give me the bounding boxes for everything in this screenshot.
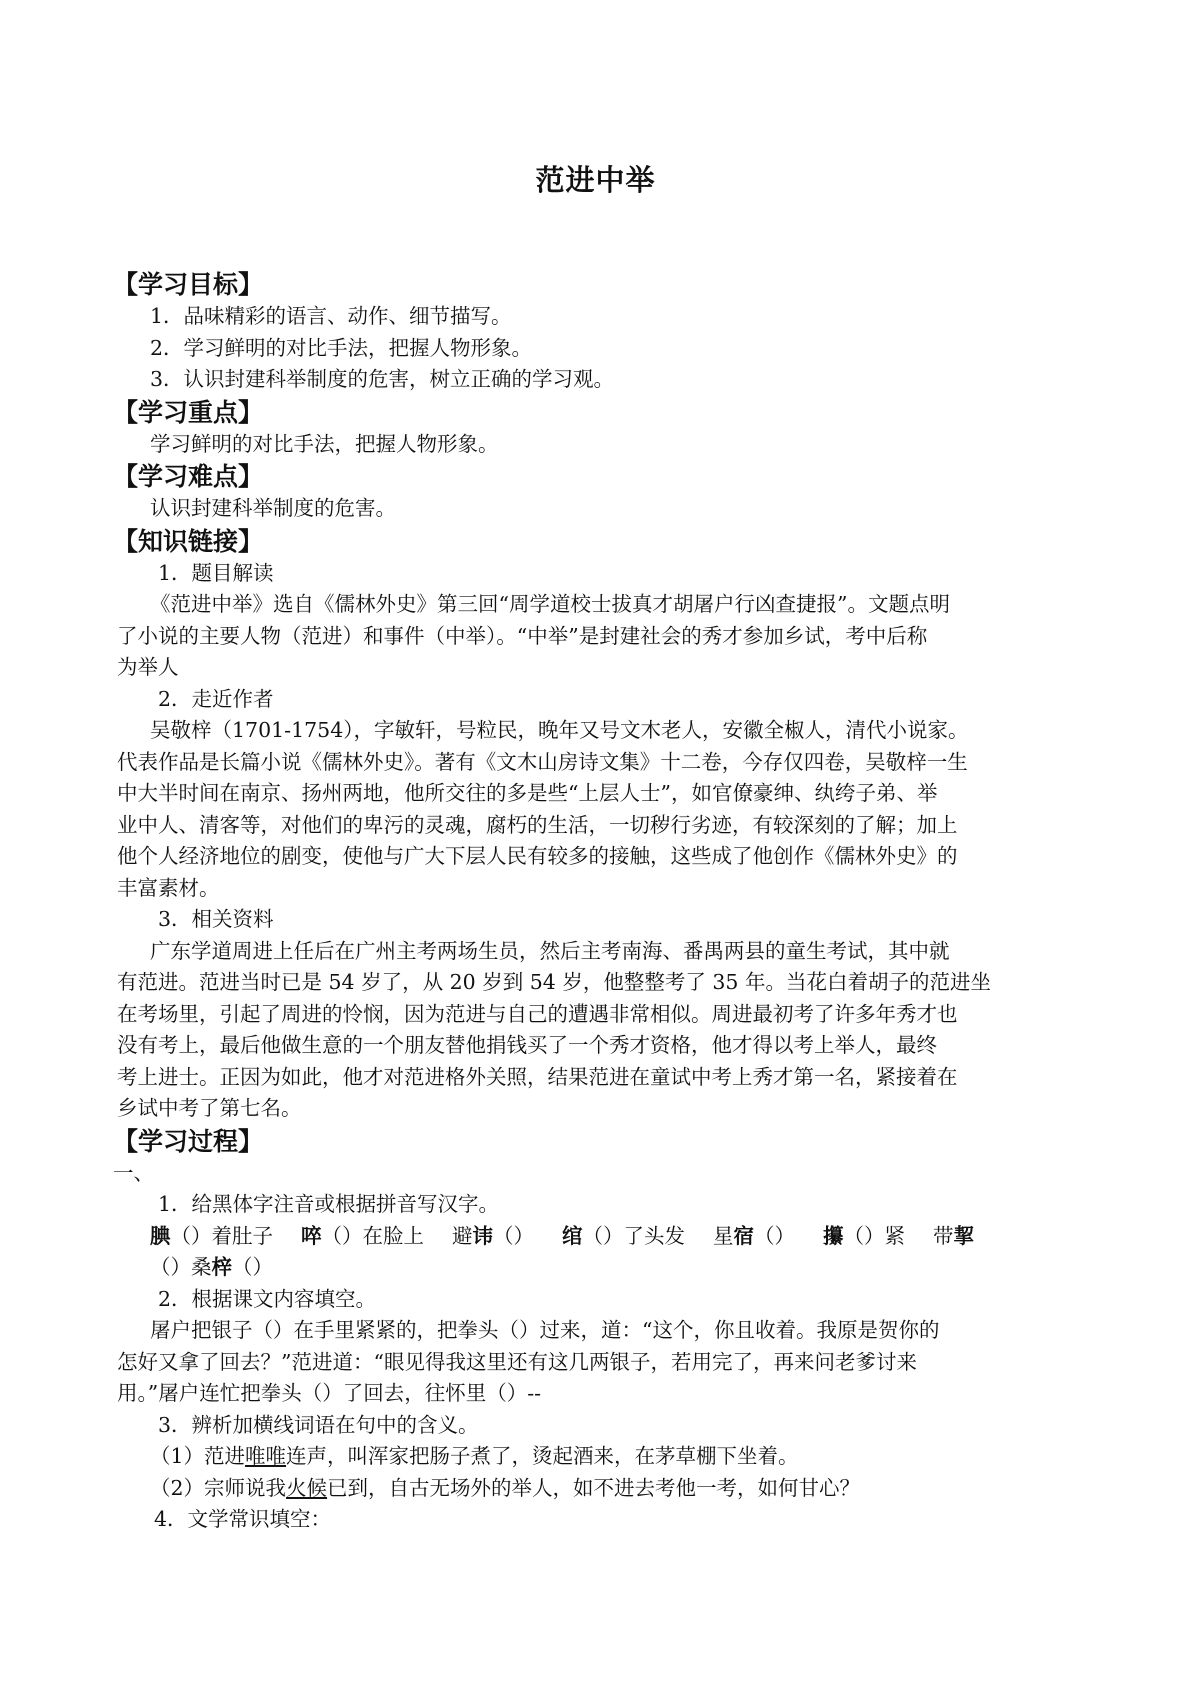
part-number: 一、 <box>113 1160 154 1185</box>
question-title: 3．辨析加横线词语在句中的含义。 <box>158 1412 479 1437</box>
exercise-text: 避 <box>452 1223 473 1248</box>
bold-char: 挈 <box>953 1223 974 1248</box>
underlined-word: 火候 <box>286 1475 328 1500</box>
key-points-text: 学习鲜明的对比手法，把握人物形象。 <box>150 431 499 456</box>
paragraph-line: 乡试中考了第七名。 <box>117 1096 302 1120</box>
question-title: 2．根据课文内容填空。 <box>158 1286 377 1311</box>
paragraph-line: 丰富素材。 <box>117 875 220 900</box>
pinyin-exercise-row <box>117 1221 1077 1253</box>
subsection-title: 2．走近作者 <box>158 686 274 711</box>
item-text: 连声，叫浑家把肠子煮了，烫起酒来，在茅草棚下坐着。 <box>286 1444 799 1468</box>
paragraph-line: 有范进。范进当时已是 54 岁了，从 20 岁到 54 岁，他整整考了 35 年。当花白着胡子的范进坐 <box>117 970 991 994</box>
exercise-text: 带 <box>933 1223 954 1248</box>
bold-char: 绾 <box>562 1223 583 1248</box>
paragraph-line: 怎好又拿了回去？”范进道：“眼见得我这里还有这几两银子，若用完了，再来问老爹讨来 <box>117 1349 917 1374</box>
paragraph-line: 吴敬梓（1701-1754），字敏轩，号粒民，晚年又号文木老人，安徽全椒人，清代小说家。 <box>150 718 969 742</box>
subsection-title: 3．相关资料 <box>158 907 274 931</box>
exercise-text: （）紧 <box>843 1223 905 1248</box>
bold-char: 讳 <box>472 1223 493 1248</box>
paragraph-line: 广东学道周进上任后在广州主考两场生员，然后主考南海、番禺两县的童生考试，其中就 <box>150 938 950 963</box>
bold-char: 啐 <box>301 1223 322 1248</box>
paragraph-line: 为举人 <box>117 655 179 679</box>
item-text: （2）宗师说我 <box>150 1475 287 1500</box>
heading-key-points: 【学习重点】 <box>113 397 264 427</box>
exercise-text: （）在脸上 <box>321 1223 424 1248</box>
bold-char: 腆 <box>150 1223 171 1248</box>
bold-char: 梓 <box>211 1255 232 1279</box>
question-title: 4．文学常识填空： <box>154 1507 332 1531</box>
document-body <box>113 268 1077 1536</box>
paragraph-line: 中大半时间在南京、扬州两地，他所交往的多是些“上层人士”，如官僚豪绅、纨绔子弟、举 <box>117 781 938 805</box>
paragraph-line: 没有考上，最后他做生意的一个朋友替他捐钱买了一个秀才资格，他才得以考上举人，最终 <box>117 1033 937 1057</box>
paragraph-line: 他个人经济地位的剧变，使他与广大下层人民有较多的接触，这些成了他创作《儒林外史》的 <box>117 844 958 868</box>
page-title: 范进中举 <box>535 163 656 197</box>
bold-char: 宿 <box>733 1223 754 1248</box>
paragraph-line: 用。”屠户连忙把拳头（）了回去，往怀里（）-- <box>117 1381 542 1405</box>
paragraph-line: 了小说的主要人物（范进）和事件（中举）。“中举”是封建社会的秀才参加乡试，考中后称 <box>117 623 928 648</box>
heading-learning-goals: 【学习目标】 <box>113 270 264 299</box>
exercise-text: （） <box>232 1255 273 1279</box>
paragraph-line: 在考场里，引起了周进的怜悯，因为范进与自己的遭遇非常相似。周进最初考了许多年秀才也 <box>117 1001 958 1026</box>
exercise-text: （）着肚子 <box>170 1223 273 1248</box>
heading-learning-process: 【学习过程】 <box>113 1126 264 1156</box>
question-item <box>117 1473 1077 1505</box>
underlined-word: 唯唯 <box>245 1444 287 1468</box>
heading-difficulties: 【学习难点】 <box>113 462 264 491</box>
paragraph-line: 考上进士。正因为如此，他才对范进格外关照，结果范进在童试中考上秀才第一名，紧接着在 <box>117 1064 958 1089</box>
subsection-title: 1．题目解读 <box>158 560 274 585</box>
question-title: 1．给黑体字注音或根据拼音写汉字。 <box>158 1192 500 1216</box>
difficulties-text: 认识封建科举制度的危害。 <box>150 496 396 520</box>
heading-knowledge-links: 【知识链接】 <box>113 526 264 556</box>
exercise-text: （） <box>754 1223 795 1248</box>
exercise-text: 星 <box>713 1223 734 1248</box>
question-item <box>117 1441 1077 1473</box>
exercise-text: （） <box>493 1223 534 1248</box>
exercise-text: （）桑 <box>150 1255 212 1279</box>
goal-item: 1．品味精彩的语言、动作、细节描写。 <box>150 304 512 328</box>
item-text: （1）范进 <box>150 1444 246 1468</box>
goal-item: 3．认识封建科举制度的危害，树立正确的学习观。 <box>150 367 615 391</box>
paragraph-line: 屠户把银子（）在手里紧紧的，把拳头（）过来，道：“这个，你且收着。我原是贺你的 <box>150 1318 940 1342</box>
pinyin-exercise-row <box>117 1252 1077 1284</box>
item-text: 已到，自古无场外的举人，如不进去考他一考，如何甘心？ <box>327 1475 861 1500</box>
bold-char: 攥 <box>823 1223 844 1248</box>
paragraph-line: 业中人、清客等，对他们的卑污的灵魂，腐朽的生活，一切秽行劣迹，有较深刻的了解；加上 <box>117 812 958 837</box>
paragraph-line: 《范进中举》选自《儒林外史》第三回“周学道校士拔真才胡屠户行凶查捷报”。文题点明 <box>150 592 950 616</box>
goal-item: 2．学习鲜明的对比手法，把握人物形象。 <box>150 335 533 360</box>
paragraph-line: 代表作品是长篇小说《儒林外史》。著有《文木山房诗文集》十二卷，今存仅四卷，吴敬梓一生 <box>117 749 968 774</box>
exercise-text: （）了头发 <box>582 1223 685 1248</box>
